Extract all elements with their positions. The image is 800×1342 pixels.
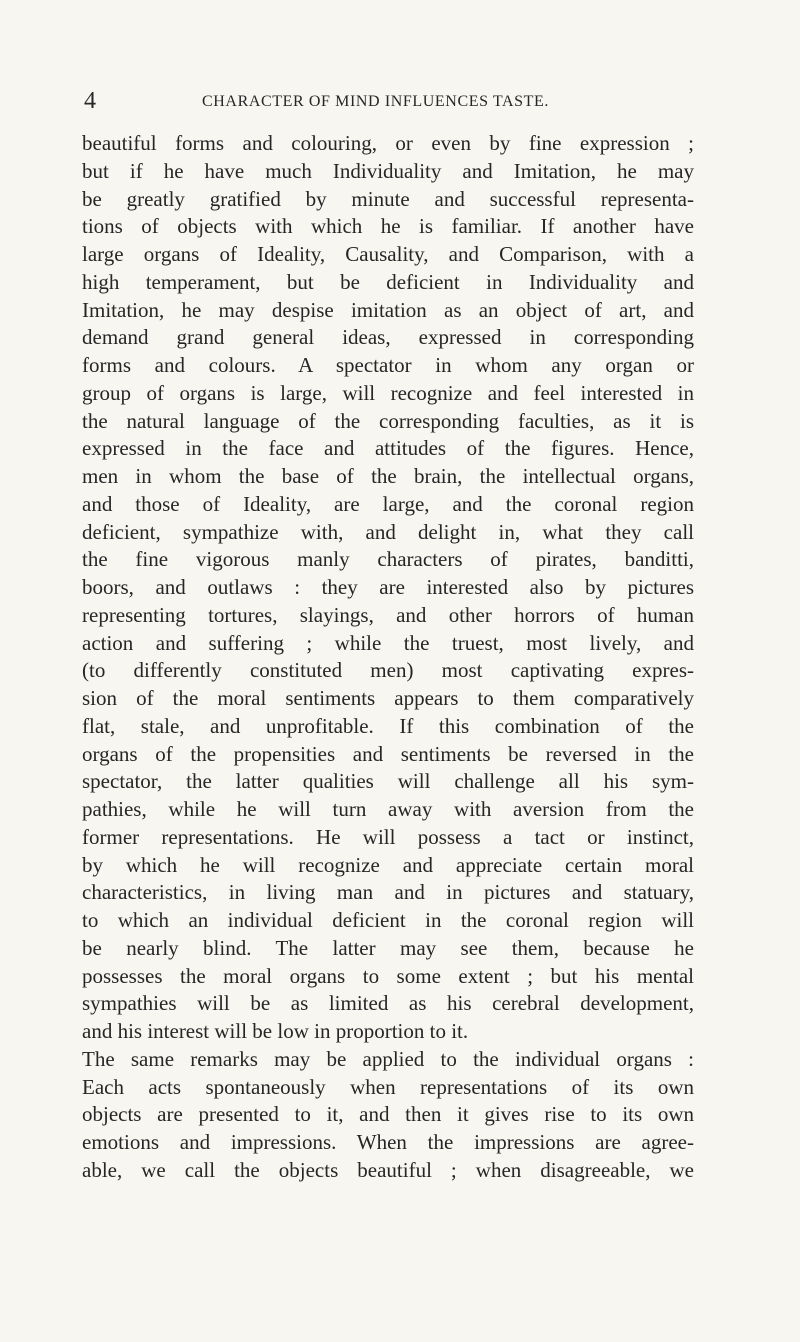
text-line: by which he will recognize and appreciate certain moral [82, 852, 694, 877]
text-line: able, we call the objects beautiful ; when disagreeable, we [82, 1157, 694, 1182]
text-line: expressed in the face and attitudes of the figures. Hence, [82, 436, 694, 461]
text-line: (to differently constituted men) most captivating expres- [82, 658, 694, 683]
text-line: be greatly gratified by minute and successful representa- [82, 186, 694, 211]
text-line: high temperament, but be deficient in Individuality and [82, 269, 694, 294]
text-line: Imitation, he may despise imitation as an object of art, and [82, 297, 694, 322]
text-line: the natural language of the corresponding faculties, as it is [82, 408, 694, 433]
text-line: characteristics, in living man and in pictures and statuary, [82, 880, 694, 905]
text-line: objects are presented to it, and then it gives rise to its own [82, 1102, 694, 1127]
text-line: organs of the propensities and sentiments be reversed in the [82, 741, 694, 766]
text-line: be nearly blind. The latter may see them, because he [82, 935, 694, 960]
text-line: forms and colours. A spectator in whom any organ or [82, 353, 694, 377]
text-line: large organs of Ideality, Causality, and Comparison, with a [82, 242, 694, 266]
text-line: sympathies will be as limited as his cerebral development, [82, 991, 694, 1016]
text-line: emotions and impressions. When the impressions are agree- [82, 1130, 694, 1154]
text-line: demand grand general ideas, expressed in corresponding [82, 325, 694, 350]
text-line: action and suffering ; while the truest, most lively, and [82, 630, 694, 655]
running-title: CHARACTER OF MIND INFLUENCES TASTE. [202, 93, 549, 110]
text-line: Each acts spontaneously when representations of its own [82, 1074, 694, 1099]
text-line: to which an individual deficient in the coronal region will [82, 908, 694, 932]
text-line: spectator, the latter qualities will challenge all his sym- [82, 769, 694, 794]
text-line: the fine vigorous manly characters of pirates, banditti, [82, 547, 694, 572]
text-line: The same remarks may be applied to the individual organs : [82, 1046, 694, 1071]
text-line: men in whom the base of the brain, the intellectual organs, [82, 464, 694, 488]
text-line: beautiful forms and colouring, or even by fine expression ; [82, 131, 694, 155]
text-line: deficient, sympathize with, and delight in, what they call [82, 519, 694, 544]
text-line: but if he have much Individuality and Imitation, he may [82, 158, 694, 183]
text-line: and his interest will be low in proportion to it. [82, 1019, 469, 1043]
text-line: group of organs is large, will recognize and feel interested in [82, 380, 694, 405]
text-line: representing tortures, slayings, and other horrors of human [82, 602, 694, 627]
text-line: boors, and outlaws : they are interested also by pictures [82, 575, 694, 599]
text-line: possesses the moral organs to some extent ; but his mental [82, 963, 694, 988]
text-line: tions of objects with which he is familiar. If another have [82, 214, 694, 239]
running-head [84, 88, 704, 114]
text-line: flat, stale, and unprofitable. If this combination of the [82, 713, 694, 738]
text-line: and those of Ideality, are large, and the coronal region [82, 491, 694, 516]
page-number: 4 [84, 88, 96, 114]
text-line: pathies, while he will turn away with aversion from the [82, 797, 694, 821]
text-line: former representations. He will possess a tact or instinct, [82, 824, 694, 849]
body-text [82, 130, 694, 1185]
text-line: sion of the moral sentiments appears to them comparatively [82, 686, 694, 710]
